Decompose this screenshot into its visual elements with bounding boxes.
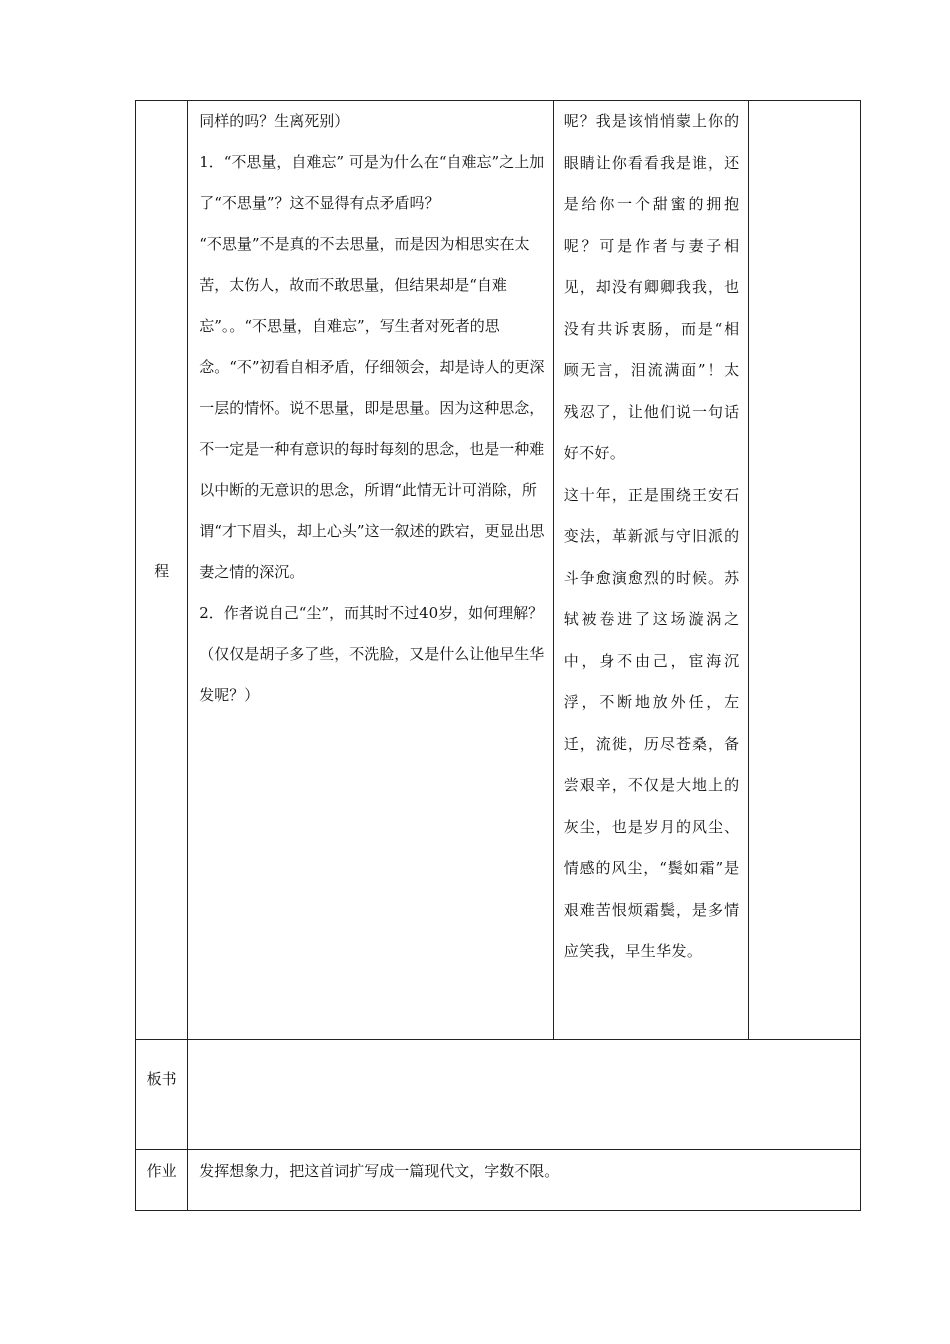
side-paragraph: 这十年，正是围绕王安石变法，革新派与守旧派的斗争愈演愈烈的时候。苏轼被卷进了这场漩涡之中，身不由己，宦海沉浮，不断地放外任，左迁，流徙，历尽苍桑，备尝艰辛，不仅是大地上的灰尘，也是岁月的风尘、情感的风尘，“鬓如霜”是艰难苦恨烦霜鬓，是多情应笑我，早生华发。 [563, 485, 740, 960]
board-label: 板书 [136, 1040, 188, 1150]
lesson-plan-table [135, 100, 861, 1211]
homework-label: 作业 [136, 1150, 188, 1211]
homework-row [136, 1150, 861, 1211]
board-content [188, 1040, 861, 1150]
main-paragraph: 2．作者说自己“尘”，而其时不过40岁，如何理解？（仅仅是胡子多了些，不洗脸，又是什么让他早生华发呢？） [199, 604, 545, 704]
main-paragraph: “不思量”不是真的不去思量，而是因为相思实在太苦，太伤人，故而不敢思量，但结果却是“自难忘”。。“不思量，自难忘”，写生者对死者的思念。“不”初看自相矛盾，仔细领会，却是诗人的更深一层的情怀。说不思量，即是思量。因为这种思念，不一定是一种有意识的每时每刻的思念，也是一种难以中断的无意识的思念，所谓“此情无计可消除，所谓“才下眉头，却上心头”这一叙述的跌宕，更显出思妻之情的深沉。 [199, 235, 545, 581]
board-row [136, 1040, 861, 1150]
side-paragraph: 呢？我是该悄悄蒙上你的眼睛让你看看我是谁，还是给你一个甜蜜的拥抱呢？可是作者与妻子相见，却没有卿卿我我，也没有共诉衷肠，而是“相顾无言，泪流满面”！太残忍了，让他们说一句话好不好。 [563, 112, 740, 462]
main-paragraph: 1．“不思量，自难忘” 可是为什么在“自难忘”之上加了“不思量”？这不显得有点矛盾吗？ [199, 153, 545, 212]
process-label: 程 [136, 101, 188, 1040]
process-main-content [188, 101, 554, 1040]
process-side-content [553, 101, 748, 1040]
homework-content: 发挥想象力，把这首词扩写成一篇现代文，字数不限。 [188, 1150, 861, 1211]
main-paragraph: 同样的吗？生离死别） [199, 112, 350, 130]
process-empty-cell [748, 101, 861, 1040]
process-row [136, 101, 861, 1040]
